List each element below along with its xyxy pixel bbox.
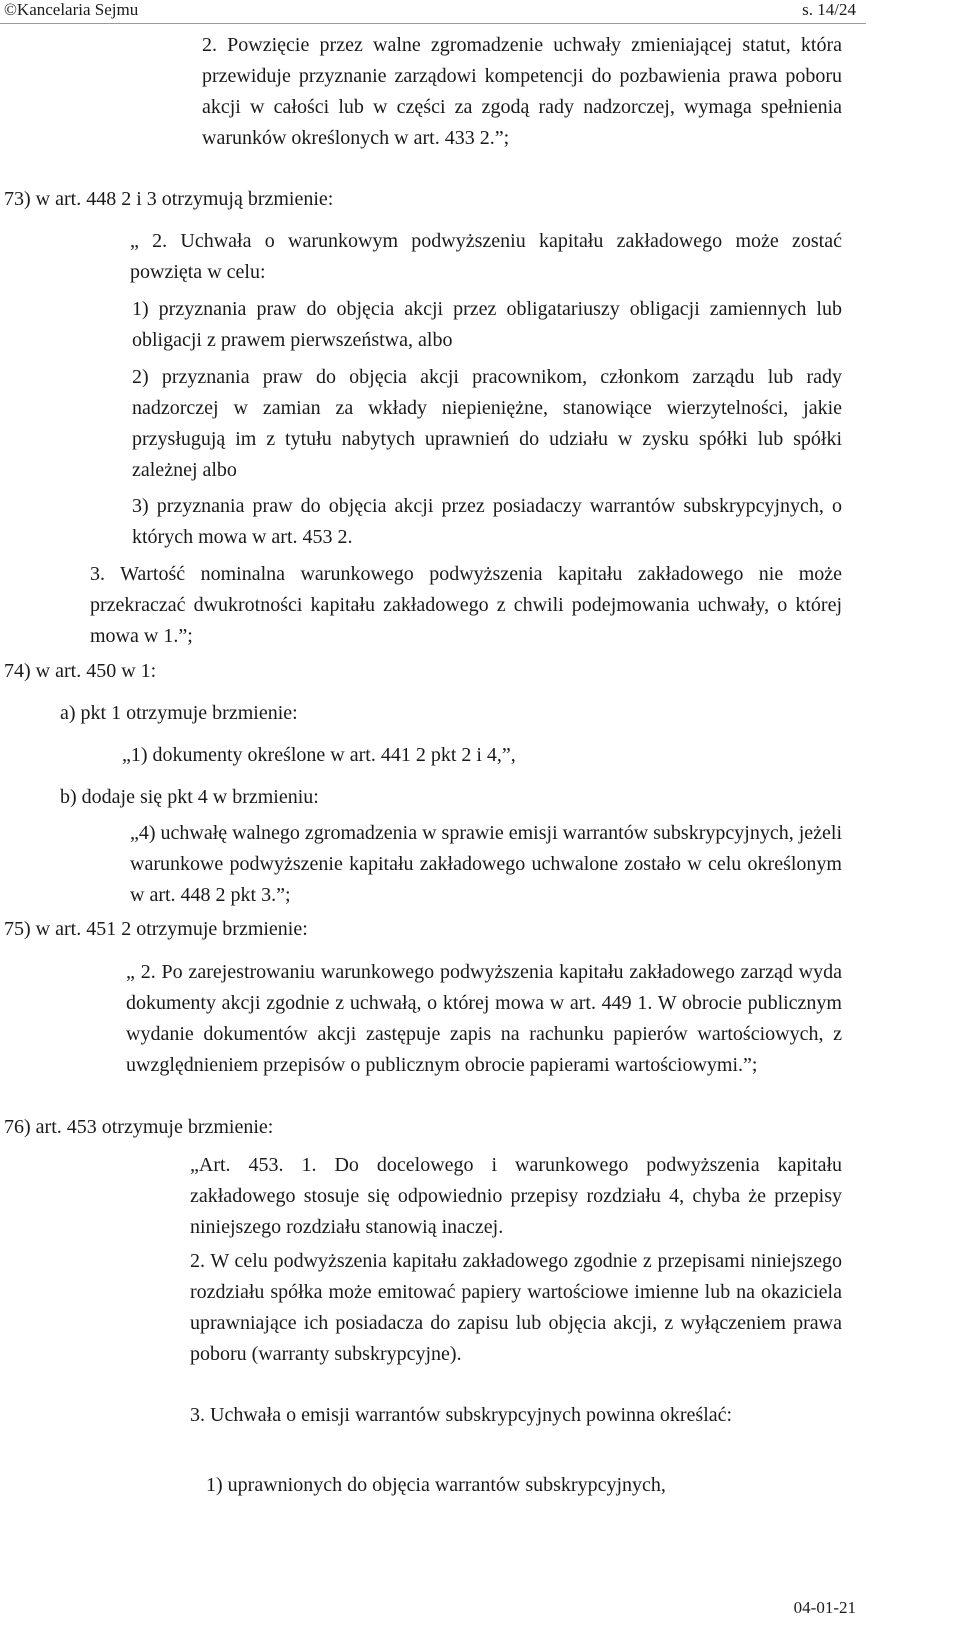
quoted-point-1: „1) dokumenty określone w art. 441 2 pkt 2 i 4,”, xyxy=(122,744,516,766)
article-453-1: „Art. 453. 1. Do docelowego i warunkowego podwyższenia kapitału zakładowego stosuje się odpowiednio przepisy rozdziału 4, chyba że przepisy niniejszego rozdziału stanowią inaczej. xyxy=(190,1154,842,1238)
page-footer-date: 04-01-21 xyxy=(793,1598,856,1617)
item-76: 76) art. 453 otrzymuje brzmienie: xyxy=(4,1116,274,1138)
point-1-obligacje: 1) przyznania praw do objęcia akcji przez obligatariuszy obligacji zamiennych lub obligacji z prawem pierwszeństwa, albo xyxy=(132,298,842,351)
item-75: 75) w art. 451 2 otrzymuje brzmienie: xyxy=(4,918,308,940)
paragraph-448-3: 3. Wartość nominalna warunkowego podwyższenia kapitału zakładowego nie może przekraczać dwukrotności kapitału zakładowego z chwili podejmowania uchwały, o której mowa w 1.”; xyxy=(90,563,842,647)
quoted-point-4: „4) uchwałę walnego zgromadzenia w sprawie emisji warrantów subskrypcyjnych, jeżeli warunkowe podwyższenie kapitału zakładowego uchwalone zostało w celu określonym w art. 448 2 pkt 3.”; xyxy=(130,822,842,906)
subitem-b: b) dodaje się pkt 4 w brzmieniu: xyxy=(60,786,319,808)
article-453-3: 3. Uchwała o emisji warrantów subskrypcyjnych powinna określać: xyxy=(190,1404,733,1426)
article-453-2: 2. W celu podwyższenia kapitału zakładowego zgodnie z przepisami niniejszego rozdziału spółka może emitować papiery wartościowe imienne lub na okaziciela uprawniające ich posiadacza do zapisu lub objęcia akcji, z wyłączeniem prawa poboru (warranty subskrypcyjne). xyxy=(190,1250,842,1365)
page-header xyxy=(0,0,960,28)
article-453-3-point-1: 1) uprawnionych do objęcia warrantów subskrypcyjnych, xyxy=(206,1474,666,1496)
point-2-pracownicy: 2) przyznania praw do objęcia akcji pracownikom, członkom zarządu lub rady nadzorczej w zamian za wkłady niepieniężne, stanowiące wierzytelności, jakie przysługują im z tytułu nabytych uprawnień do udziału w zysku spółki lub spółki zależnej albo xyxy=(132,366,842,481)
paragraph-448-2: „ 2. Uchwała o warunkowym podwyższeniu kapitału zakładowego może zostać powzięta w celu: xyxy=(130,230,842,283)
source-label: ©Kancelaria Sejmu xyxy=(4,0,139,19)
item-73: 73) w art. 448 2 i 3 otrzymują brzmienie: xyxy=(4,188,334,210)
header-rule xyxy=(0,23,866,24)
subitem-a: a) pkt 1 otrzymuje brzmienie: xyxy=(60,702,298,724)
paragraph-2-powziecie: 2. Powzięcie przez walne zgromadzenie uchwały zmieniającej statut, która przewiduje przyznanie zarządowi kompetencji do pozbawienia prawa poboru akcji w całości lub w części za zgodą rady nadzorczej, wymaga spełnienia warunków określonych w art. 433 2.”; xyxy=(202,34,842,149)
item-74: 74) w art. 450 w 1: xyxy=(4,660,157,682)
page-number: s. 14/24 xyxy=(802,0,856,19)
point-3-warranty: 3) przyznania praw do objęcia akcji przez posiadaczy warrantów subskrypcyjnych, o których mowa w art. 453 2. xyxy=(132,495,842,548)
paragraph-451-2: „ 2. Po zarejestrowaniu warunkowego podwyższenia kapitału zakładowego zarząd wyda dokumenty akcji zgodnie z uchwałą, o której mowa w art. 449 1. W obrocie publicznym wydanie dokumentów akcji zastępuje zapis na rachunku papierów wartościowych, z uwzględnieniem przepisów o publicznym obrocie papierami wartościowymi.”; xyxy=(126,961,842,1076)
